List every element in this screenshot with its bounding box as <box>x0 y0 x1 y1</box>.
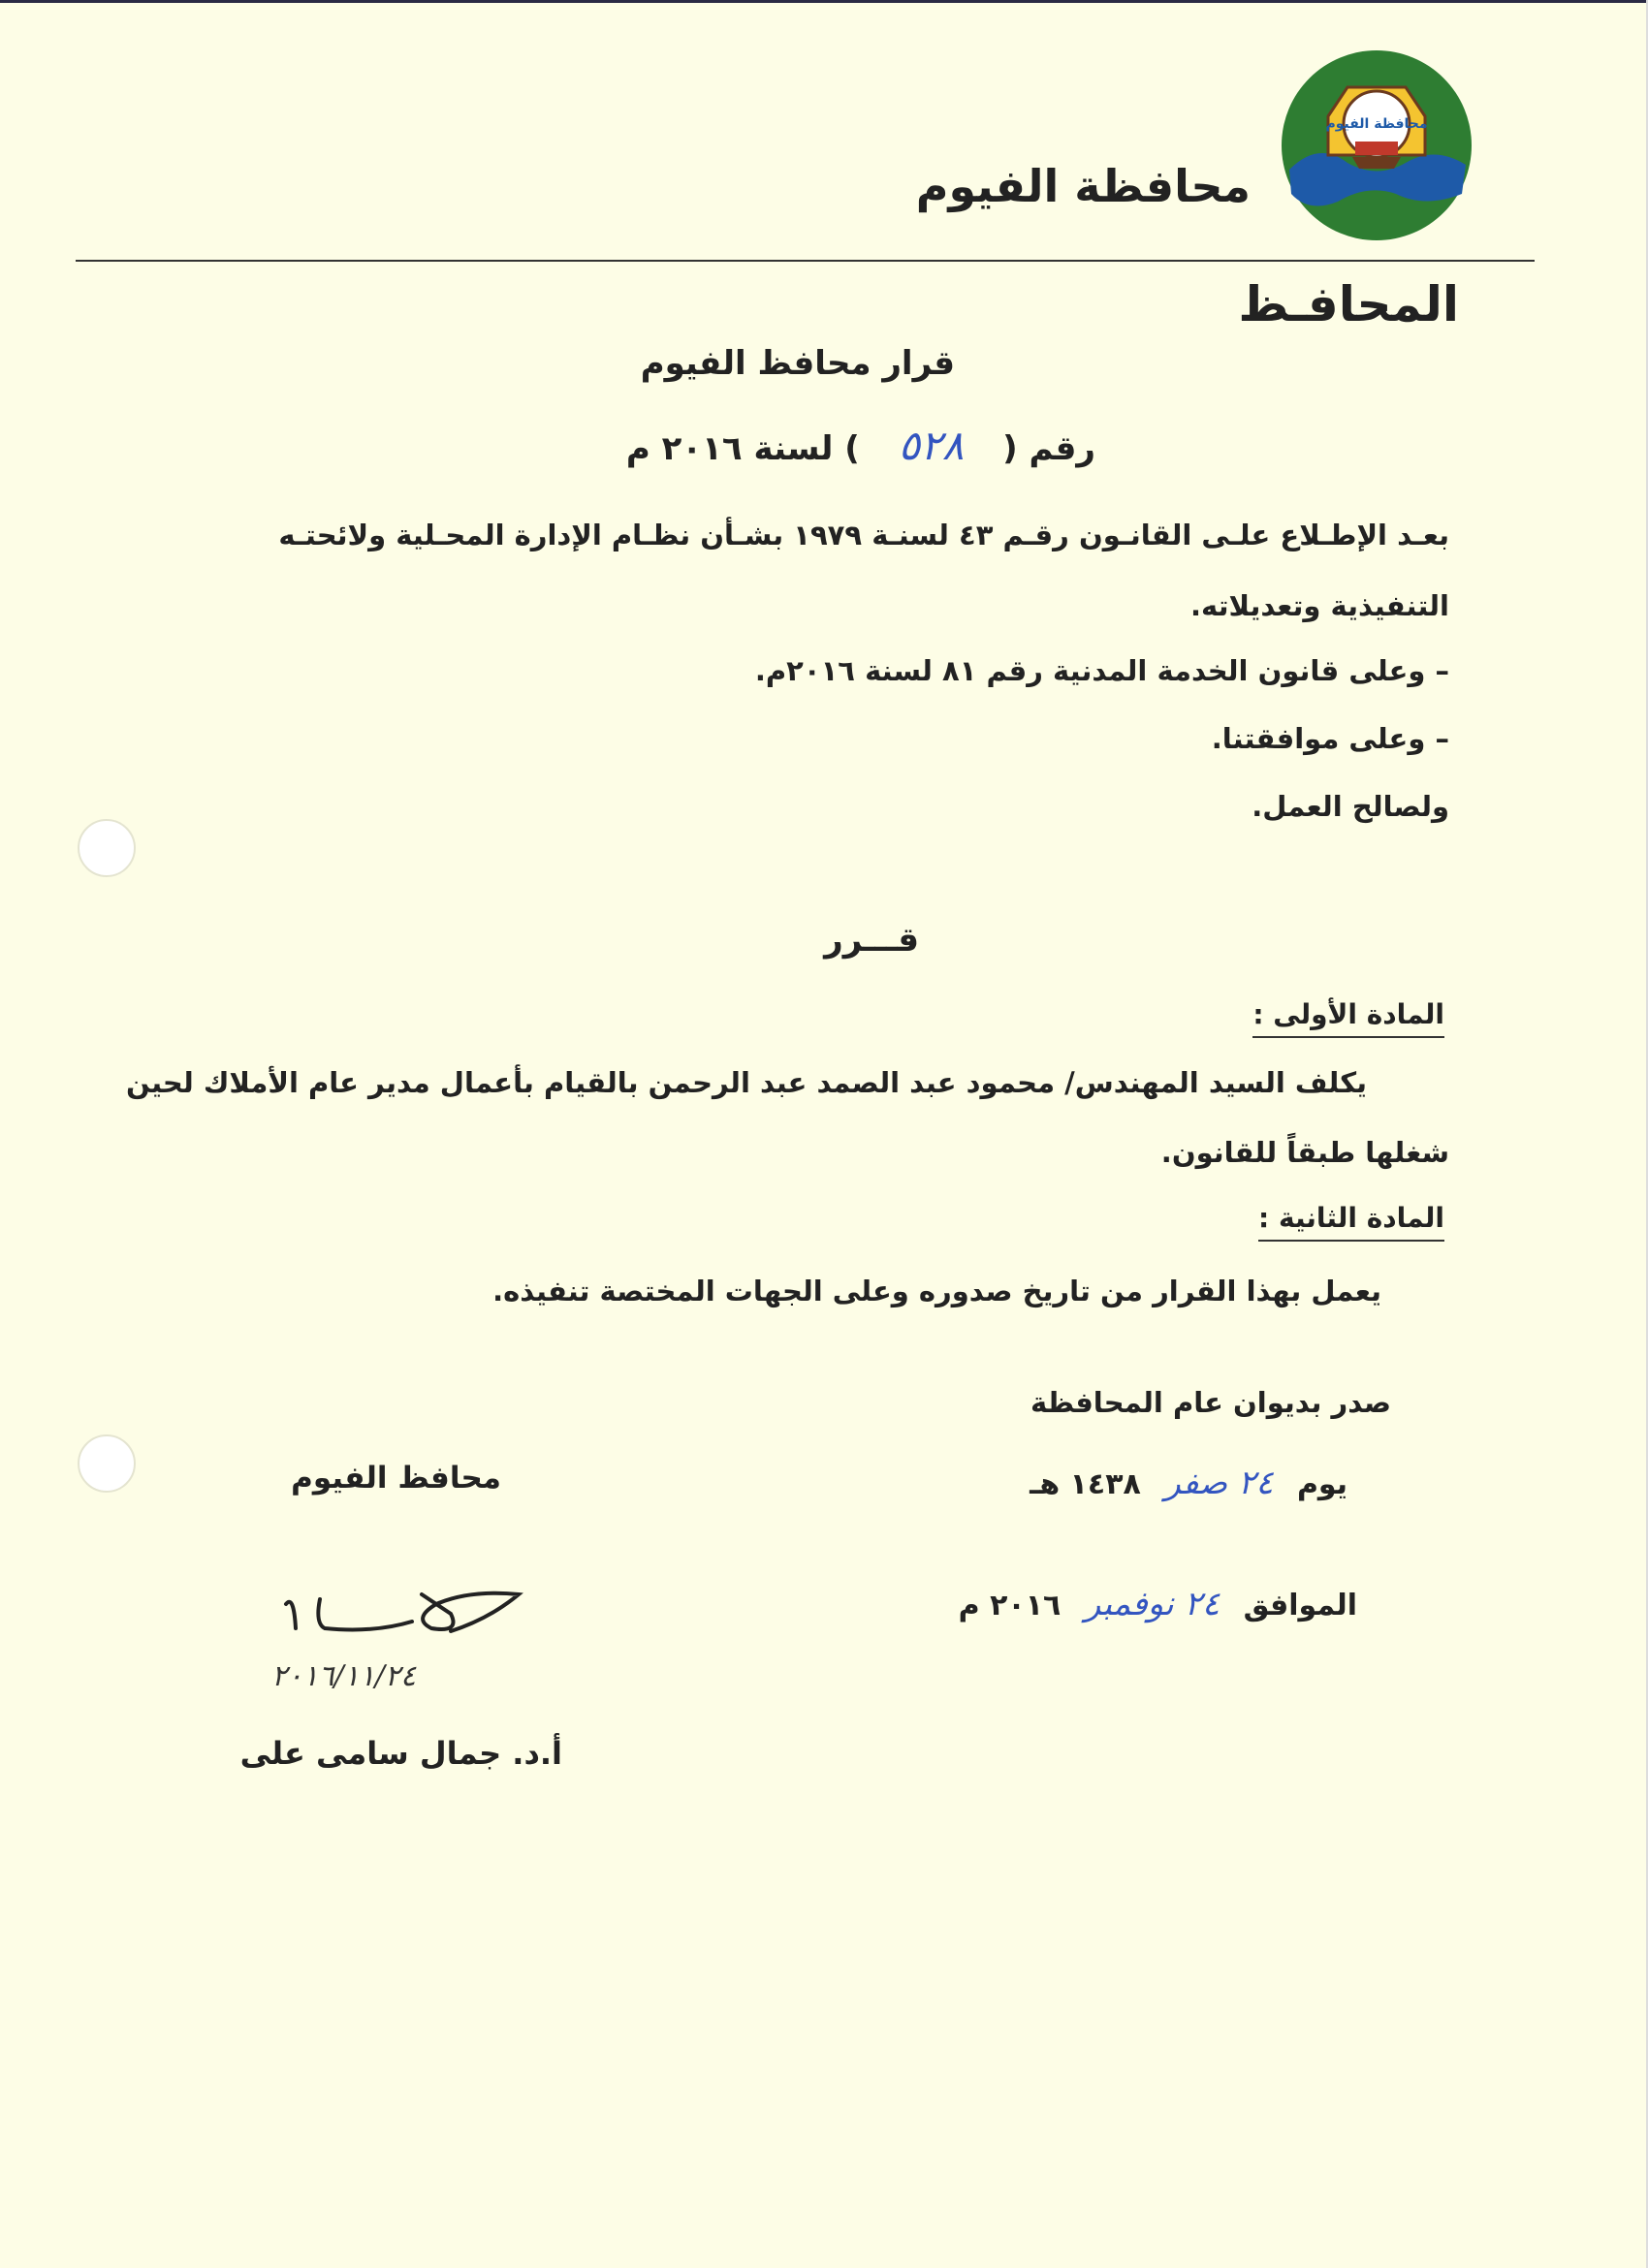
office-title: المحافـظ <box>1238 276 1459 332</box>
article-2-label: المادة الثانية : <box>1258 1202 1444 1242</box>
greg-prefix: الموافق <box>1243 1589 1357 1622</box>
issued-at: صدر بديوان عام المحافظة <box>1030 1386 1391 1419</box>
verdict-heading: قـــرر <box>824 921 919 960</box>
preamble-line: – وعلى قانون الخدمة المدنية رقم ٨١ لسنة ٢٠١٦م. <box>754 654 1449 687</box>
fayoum-governorate-logo <box>1280 48 1474 242</box>
signatory-name: أ.د. جمال سامى على <box>239 1735 562 1772</box>
handwritten-gregorian-date: ٢٤ نوفمبر <box>1084 1585 1220 1623</box>
signatory-title: محافظ الفيوم <box>291 1461 501 1496</box>
article-2-text: يعمل بهذا القرار من تاريخ صدوره وعلى الجهات المختصة تنفيذه. <box>492 1275 1381 1307</box>
handwritten-decision-number: ٥٢٨ <box>898 422 965 469</box>
hijri-prefix: يوم <box>1296 1467 1347 1501</box>
preamble-line: بعـد الإطـلاع علـى القانـون رقـم ٤٣ لسنـة ١٩٧٩ بشـأن نظـام الإدارة المحـلية ولائحتـه <box>278 519 1449 551</box>
decision-number-line <box>626 422 1095 469</box>
hijri-suffix: ١٤٣٨ هـ <box>1030 1467 1141 1501</box>
punch-hole-bottom <box>78 1434 136 1493</box>
article-1-text: شغلها طبقاً للقانون. <box>1160 1136 1449 1169</box>
greg-suffix: ٢٠١٦ م <box>958 1589 1062 1622</box>
hijri-date-line <box>1030 1464 1347 1502</box>
governorate-name: محافظة الفيوم <box>915 160 1251 212</box>
svg-text:محافظة الفيوم: محافظة الفيوم <box>1325 116 1428 132</box>
preamble-line: ولصالح العمل. <box>1252 790 1449 823</box>
signature-date: ٢٠١٦/١١/٢٤ <box>271 1659 417 1693</box>
gregorian-date-line <box>959 1585 1357 1623</box>
article-1-label: المادة الأولى : <box>1252 998 1444 1038</box>
punch-hole-top <box>78 819 136 877</box>
handwritten-hijri-date: ٢٤ صفر <box>1164 1464 1274 1502</box>
decision-title: قرار محافظ الفيوم <box>640 344 955 383</box>
article-1-text: يكلف السيد المهندس/ محمود عبد الصمد عبد الرحمن بالقيام بأعمال مدير عام الأملاك لحين <box>126 1066 1367 1099</box>
scan-top-edge <box>0 0 1648 3</box>
preamble-line: – وعلى موافقتنا. <box>1211 722 1449 755</box>
preamble-line: التنفيذية وتعديلاته. <box>1190 589 1449 622</box>
number-prefix: رقم ( <box>1002 429 1095 468</box>
header-divider <box>76 260 1535 262</box>
number-suffix: ) لسنة ٢٠١٦ م <box>625 429 860 468</box>
